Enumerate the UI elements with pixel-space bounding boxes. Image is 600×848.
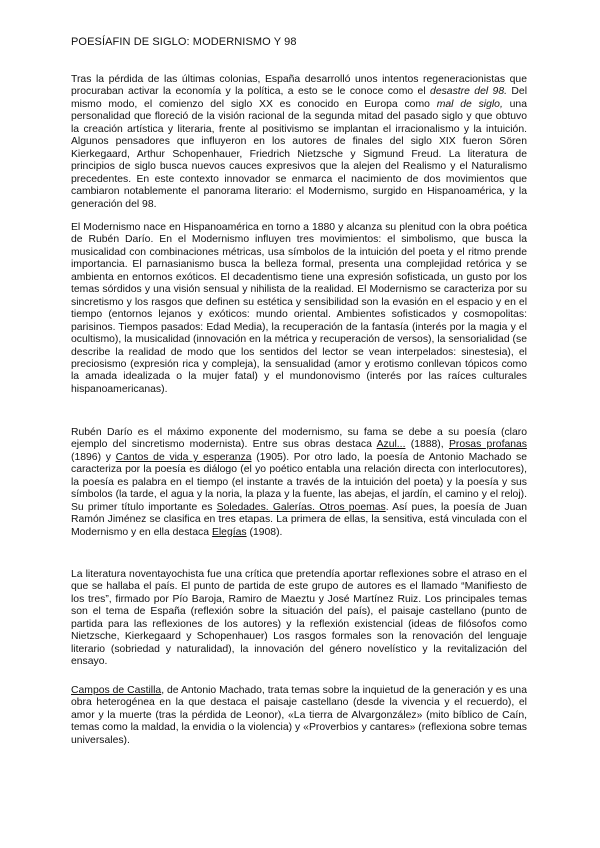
work-title-link: Elegías: [211, 526, 247, 538]
text-run: La literatura noventayochista fue una crítica que pretendía aportar reflexiones sobre el atraso en el que se hallaba el país. El punto de partida de este grupo de autores es el llamado “Manifiesto de los tres”, firmado por Pío Baroja, Ramiro de Maeztu y José Martínez Ruiz. Los principales temas son el tema de España (reflexión sobre la situación del país), el paisaje castellano (punto de partida para las reflexiones de los autores) y la reflexión existencial (ideas de filósofos como Nietzsche, Kierkegaard y Schopenhauer) Los rasgos formales son la renovación del lenguaje literario (sobriedad y naturalidad), la innovación del género novelístico y la revitalización del ensayo.: [71, 569, 527, 668]
text-run: una personalidad que floreció de la visión racional de la segunda mitad del pasado siglo y que obtuvo la creación artística y literaria, frente al positivismo se implantan el irracionalismo y la intuición. Algunos pensadores que influyeron en los autores de finales del siglo XIX fueron Sören Kierkegaard, Arthur Schopenhauer, Friedrich Nietzsche y Sigmund Freud. La literatura de principios de siglo busca nuevos cauces expresivos que la alejen del Realismo y el Naturalismo precedentes. En este contexto innovador se enmarca el nacimiento de dos movimientos que cambiaron notablemente el panorama literario: el Modernismo, surgido en Hispanoamérica, y la generación del 98.: [71, 98, 527, 210]
paragraph-modernismo: [71, 222, 527, 396]
work-title-link: Prosas profanas: [448, 439, 527, 451]
paragraph-campos-de-castilla: [71, 685, 527, 747]
paragraph-context: [71, 74, 527, 211]
paragraph-noventayocho: [71, 569, 527, 669]
work-title-link: Soledades. Galerías. Otros poemas: [216, 501, 386, 513]
text-run: (1888),: [405, 439, 449, 451]
text-run: (1896) y: [71, 451, 116, 463]
italic-term: desastre del 98.: [430, 86, 508, 98]
work-title-link: Cantos de vida y esperanza: [115, 451, 252, 463]
text-run: . Así pues, la poesía de Juan Ramón Jiménez se clasifica en tres etapas. La primera de ellas, la sensitiva, está vinculada con el Modernismo y en ella destaca: [71, 501, 527, 538]
text-run: , de Antonio Machado, trata temas sobre la inquietud de la generación y es una obra heterogénea en la que destaca el paisaje castellano (desde la vivencia y el recuerdo), el amor y la muerte (tras la pérdida de Leonor), «La tierra de Alvargonzález» (mito bíblico de Caín, temas como la maldad, la envidia o la violencia) y «Proverbios y cantares» (reflexiona sobre temas universales).: [71, 685, 527, 746]
text-run: El Modernismo nace en Hispanoamérica en torno a 1880 y alcanza su plenitud con la obra poética de Rubén Darío. En el Modernismo influyen tres movimientos: el simbolismo, que busca la musicalidad con combinaciones métricas, usa símbolos de la intuición del poeta y el ritmo prende importancia. El parnasianismo busca la belleza formal, presenta una complejidad retórica y se ambienta en entornos exóticos. El decadentismo tiene una expresión sofisticada, un gusto por los temas sórdidos y una visión sensual y nihilista de la realidad. El Modernismo se caracteriza por su sincretismo y los rasgos que definen su estética y sensibilidad son la evasión en el espacio y en el tiempo (entornos lejanos y exóticos: mundo oriental. Ambientes sofisticados y cosmopolitas: parisinos. Tiempos pasados: Edad Media), la recuperación de la fantasía (interés por la magia y el ocultismo), la musicalidad (innovación en la métrica y recuperación de versos), la sensorialidad (se describe la realidad de modo que los sentidos del lector se vean interpelados: sinestesia), el preciosismo (expresión rica y compleja), la sensualidad (amor y erotismo conllevan tópicos como la amada idealizada o la mujer fatal) y el mundonovismo (interés por las raíces culturales hispanoamericanas).: [71, 222, 527, 395]
text-run: Rubén Darío es el máximo exponente del modernismo, su fama se debe a su poesía (claro ejemplo del sincretismo modernista). Entre sus obras destaca: [71, 427, 527, 451]
work-title-link: Azul...: [376, 439, 406, 451]
text-run: (1908).: [246, 526, 283, 538]
document-title: POESÍAFIN DE SIGLO: MODERNISMO Y 98: [71, 36, 297, 48]
work-title-link: Campos de Castilla: [71, 685, 162, 696]
text-run: Tras la pérdida de las últimas colonias, España desarrolló unos intentos regeneracionistas que procuraban activar la economía y la política, a esto se le conoce como el: [71, 74, 527, 98]
text-run: Del mismo modo, el comienzo del siglo XX es conocido en Europa como: [71, 86, 528, 110]
paragraph-autores: [71, 427, 527, 539]
text-run: (1905). Por otro lado, la poesía de Antonio Machado se caracteriza por la poesía es diálogo (el yo poético entabla una relación directa con interlocutores), la poesía es palabra en el tiempo (el instante a través de la intuición del poeta) y la poesía y sus símbolos (la tarde, el agua y la noria, la plaza y la fuente, las abejas, el jardín, el camino y el reloj). Su primer título importante es: [71, 451, 527, 513]
italic-term: mal de siglo,: [436, 98, 503, 110]
